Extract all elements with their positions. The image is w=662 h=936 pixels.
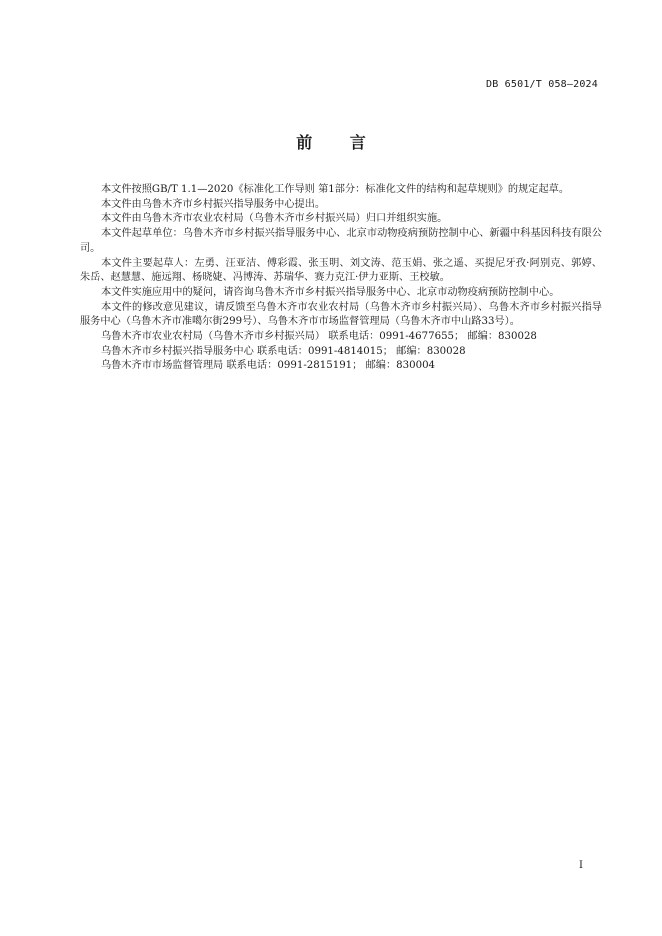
page-number: I [579, 860, 583, 871]
paragraph-drafting-units: 本文件起草单位：乌鲁木齐市乡村振兴指导服务中心、北京市动物疫病预防控制中心、新疆中科基因科技有限公司。 [80, 228, 602, 254]
foreword-body [80, 183, 602, 374]
paragraph-drafters: 本文件主要起草人：左勇、汪亚洁、傅彩霞、张玉明、刘文涛、范玉娟、张之遥、买提尼牙孜·阿别克、郭婷、朱岳、赵慧慧、施远翔、杨晓婕、冯博涛、苏瑞华、赛力克江·伊力亚斯、王校敏。 [80, 257, 602, 284]
document-code: DB 6501/T 058—2024 [486, 79, 598, 90]
contact-market-supervision: 乌鲁木齐市市场监督管理局 联系电话：0991-2815191； 邮编：830004 [101, 360, 436, 372]
paragraph-proposer: 本文件由乌鲁木齐市乡村振兴指导服务中心提出。 [101, 198, 326, 210]
paragraph-administrator: 本文件由乌鲁木齐市农业农村局（乌鲁木齐市乡村振兴局）归口并组织实施。 [101, 213, 448, 225]
paragraph-feedback: 本文件的修改意见建议，请反馈至乌鲁木齐市农业农村局（乌鲁木齐市乡村振兴局）、乌鲁木齐市乡村振兴指导服务中心（乌鲁木齐市准噶尔街299号）、乌鲁木齐市市场监督管理局（乌鲁木齐市中山路33号）。 [80, 301, 602, 328]
contact-agriculture-bureau: 乌鲁木齐市农业农村局（乌鲁木齐市乡村振兴局） 联系电话：0991-4677655； 邮编：830028 [101, 331, 537, 343]
contact-list [80, 330, 602, 374]
paragraph-inquiries: 本文件实施应用中的疑问，请咨询乌鲁木齐市乡村振兴指导服务中心、北京市动物疫病预防控制中心。 [101, 286, 560, 298]
paragraph-drafting-rules: 本文件按照GB/T 1.1—2020《标准化工作导则 第1部分：标准化文件的结构和起草规则》的规定起草。 [101, 184, 570, 195]
page-title: 前 言 [296, 133, 382, 152]
contact-rural-service-center: 乌鲁木齐市乡村振兴指导服务中心 联系电话：0991-4814015； 邮编：830028 [101, 345, 466, 357]
